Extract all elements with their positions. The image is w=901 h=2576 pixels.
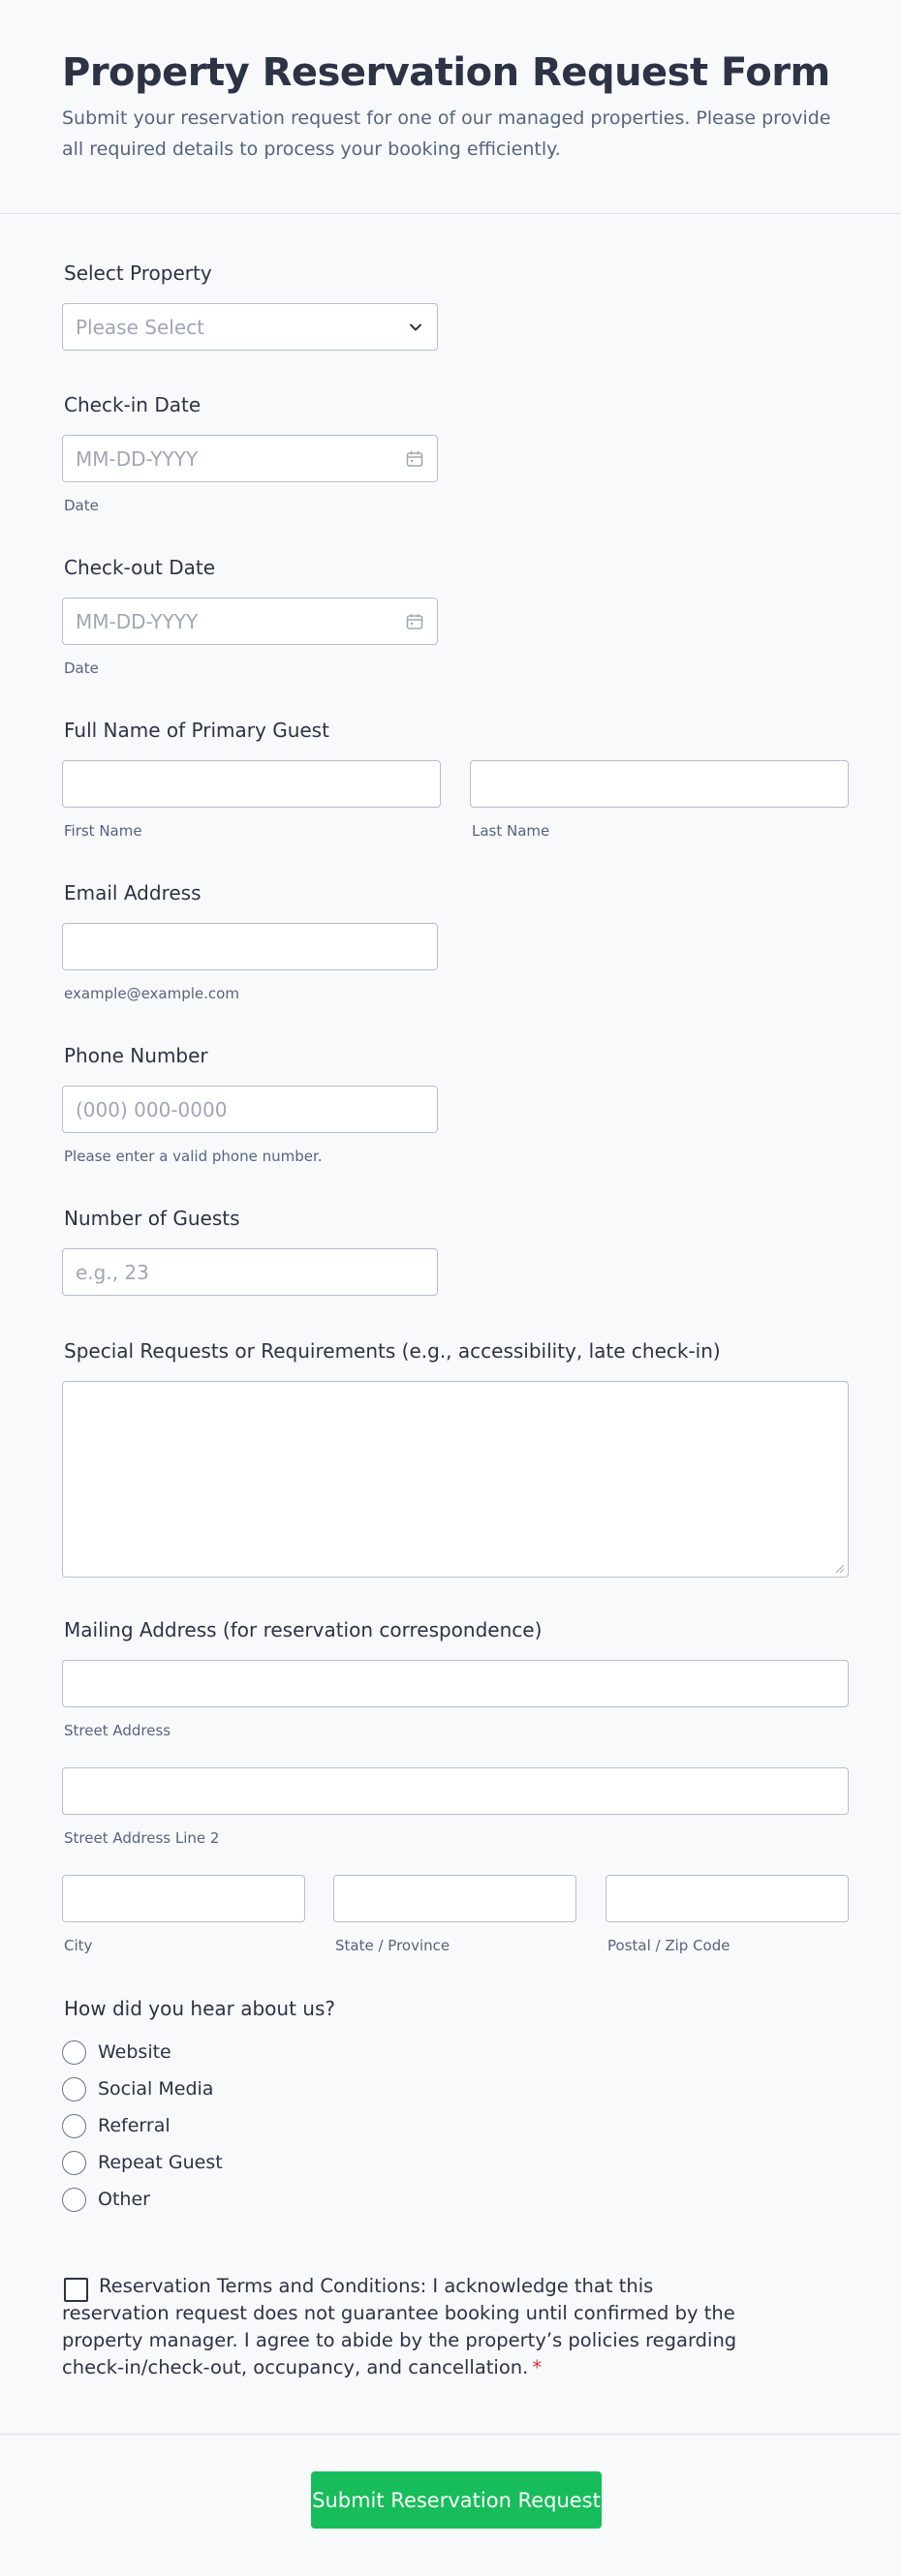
zip-input[interactable] xyxy=(606,1875,849,1922)
referral-label: How did you hear about us? xyxy=(64,1997,335,2020)
state-input[interactable] xyxy=(333,1875,576,1922)
address-label: Mailing Address (for reservation correspondence) xyxy=(64,1618,543,1641)
phone-placeholder: (000) 000-0000 xyxy=(76,1098,228,1121)
street-address-line2-sublabel: Street Address Line 2 xyxy=(64,1829,220,1847)
radio-button[interactable] xyxy=(62,2040,86,2065)
last-name-sublabel: Last Name xyxy=(472,822,550,840)
street-address-sublabel: Street Address xyxy=(64,1722,171,1739)
radio-label: Social Media xyxy=(98,2078,214,2100)
terms-text xyxy=(62,2273,750,2381)
checkout-date-input[interactable] xyxy=(62,598,438,645)
street-address-line2-input[interactable] xyxy=(62,1767,849,1815)
checkout-sublabel: Date xyxy=(64,659,99,677)
email-label: Email Address xyxy=(64,881,202,905)
last-name-input[interactable] xyxy=(470,760,849,808)
guests-placeholder: e.g., 23 xyxy=(76,1261,149,1284)
state-sublabel: State / Province xyxy=(335,1937,450,1954)
page-title: Property Reservation Request Form xyxy=(62,50,830,95)
radio-label: Referral xyxy=(98,2115,171,2136)
property-label: Select Property xyxy=(64,261,212,285)
radio-label: Website xyxy=(98,2041,171,2063)
radio-option-referral[interactable] xyxy=(62,2113,171,2138)
checkout-date-placeholder: MM-DD-YYYY xyxy=(76,610,199,633)
radio-button[interactable] xyxy=(62,2077,86,2101)
radio-button[interactable] xyxy=(62,2151,86,2175)
radio-option-website[interactable] xyxy=(62,2039,171,2065)
phone-input[interactable] xyxy=(62,1086,438,1133)
phone-sublabel: Please enter a valid phone number. xyxy=(64,1148,323,1165)
calendar-icon[interactable] xyxy=(405,612,424,631)
calendar-icon[interactable] xyxy=(405,449,424,469)
form-header xyxy=(0,0,901,214)
property-select[interactable] xyxy=(62,303,438,351)
checkin-label: Check-in Date xyxy=(64,393,202,416)
street-address-input[interactable] xyxy=(62,1660,849,1707)
radio-option-social-media[interactable] xyxy=(62,2076,213,2101)
radio-button[interactable] xyxy=(62,2114,86,2138)
guest-name-label: Full Name of Primary Guest xyxy=(64,719,329,742)
radio-label: Repeat Guest xyxy=(98,2152,223,2173)
checkin-date-input[interactable] xyxy=(62,435,438,482)
page-subtitle: Submit your reservation request for one of our managed properties. Please provide all required details to process your booking efficiently. xyxy=(62,107,831,160)
special-requests-label: Special Requests or Requirements (e.g., accessibility, late check-in) xyxy=(64,1339,721,1363)
first-name-sublabel: First Name xyxy=(64,822,142,840)
phone-label: Phone Number xyxy=(64,1044,208,1067)
radio-option-other[interactable] xyxy=(62,2187,150,2212)
zip-sublabel: Postal / Zip Code xyxy=(607,1937,730,1954)
chevron-down-icon xyxy=(406,318,425,337)
email-input[interactable] xyxy=(62,923,438,970)
footer-divider xyxy=(0,2434,901,2435)
first-name-input[interactable] xyxy=(62,760,441,808)
checkin-date-placeholder: MM-DD-YYYY xyxy=(76,447,199,471)
terms-label: Reservation Terms and Conditions: I acknowledge that this reservation request does not guarantee booking until confirmed by the property manager. I agree to abide by the property’s policies regarding check-in/check-out, occupancy, and cancellation. xyxy=(62,2275,737,2378)
guests-label: Number of Guests xyxy=(64,1207,240,1230)
radio-label: Other xyxy=(98,2189,150,2210)
guests-input[interactable] xyxy=(62,1248,438,1296)
special-requests-textarea[interactable] xyxy=(62,1381,849,1578)
city-input[interactable] xyxy=(62,1875,305,1922)
radio-button[interactable] xyxy=(62,2188,86,2212)
resize-grip-icon[interactable] xyxy=(835,1564,845,1574)
city-sublabel: City xyxy=(64,1937,93,1954)
email-sublabel: example@example.com xyxy=(64,985,239,1002)
required-asterisk: * xyxy=(532,2356,543,2378)
checkout-label: Check-out Date xyxy=(64,556,216,579)
checkin-sublabel: Date xyxy=(64,497,99,514)
submit-button[interactable]: Submit Reservation Request xyxy=(311,2471,602,2529)
radio-option-repeat-guest[interactable] xyxy=(62,2150,223,2175)
property-select-placeholder: Please Select xyxy=(76,316,204,339)
